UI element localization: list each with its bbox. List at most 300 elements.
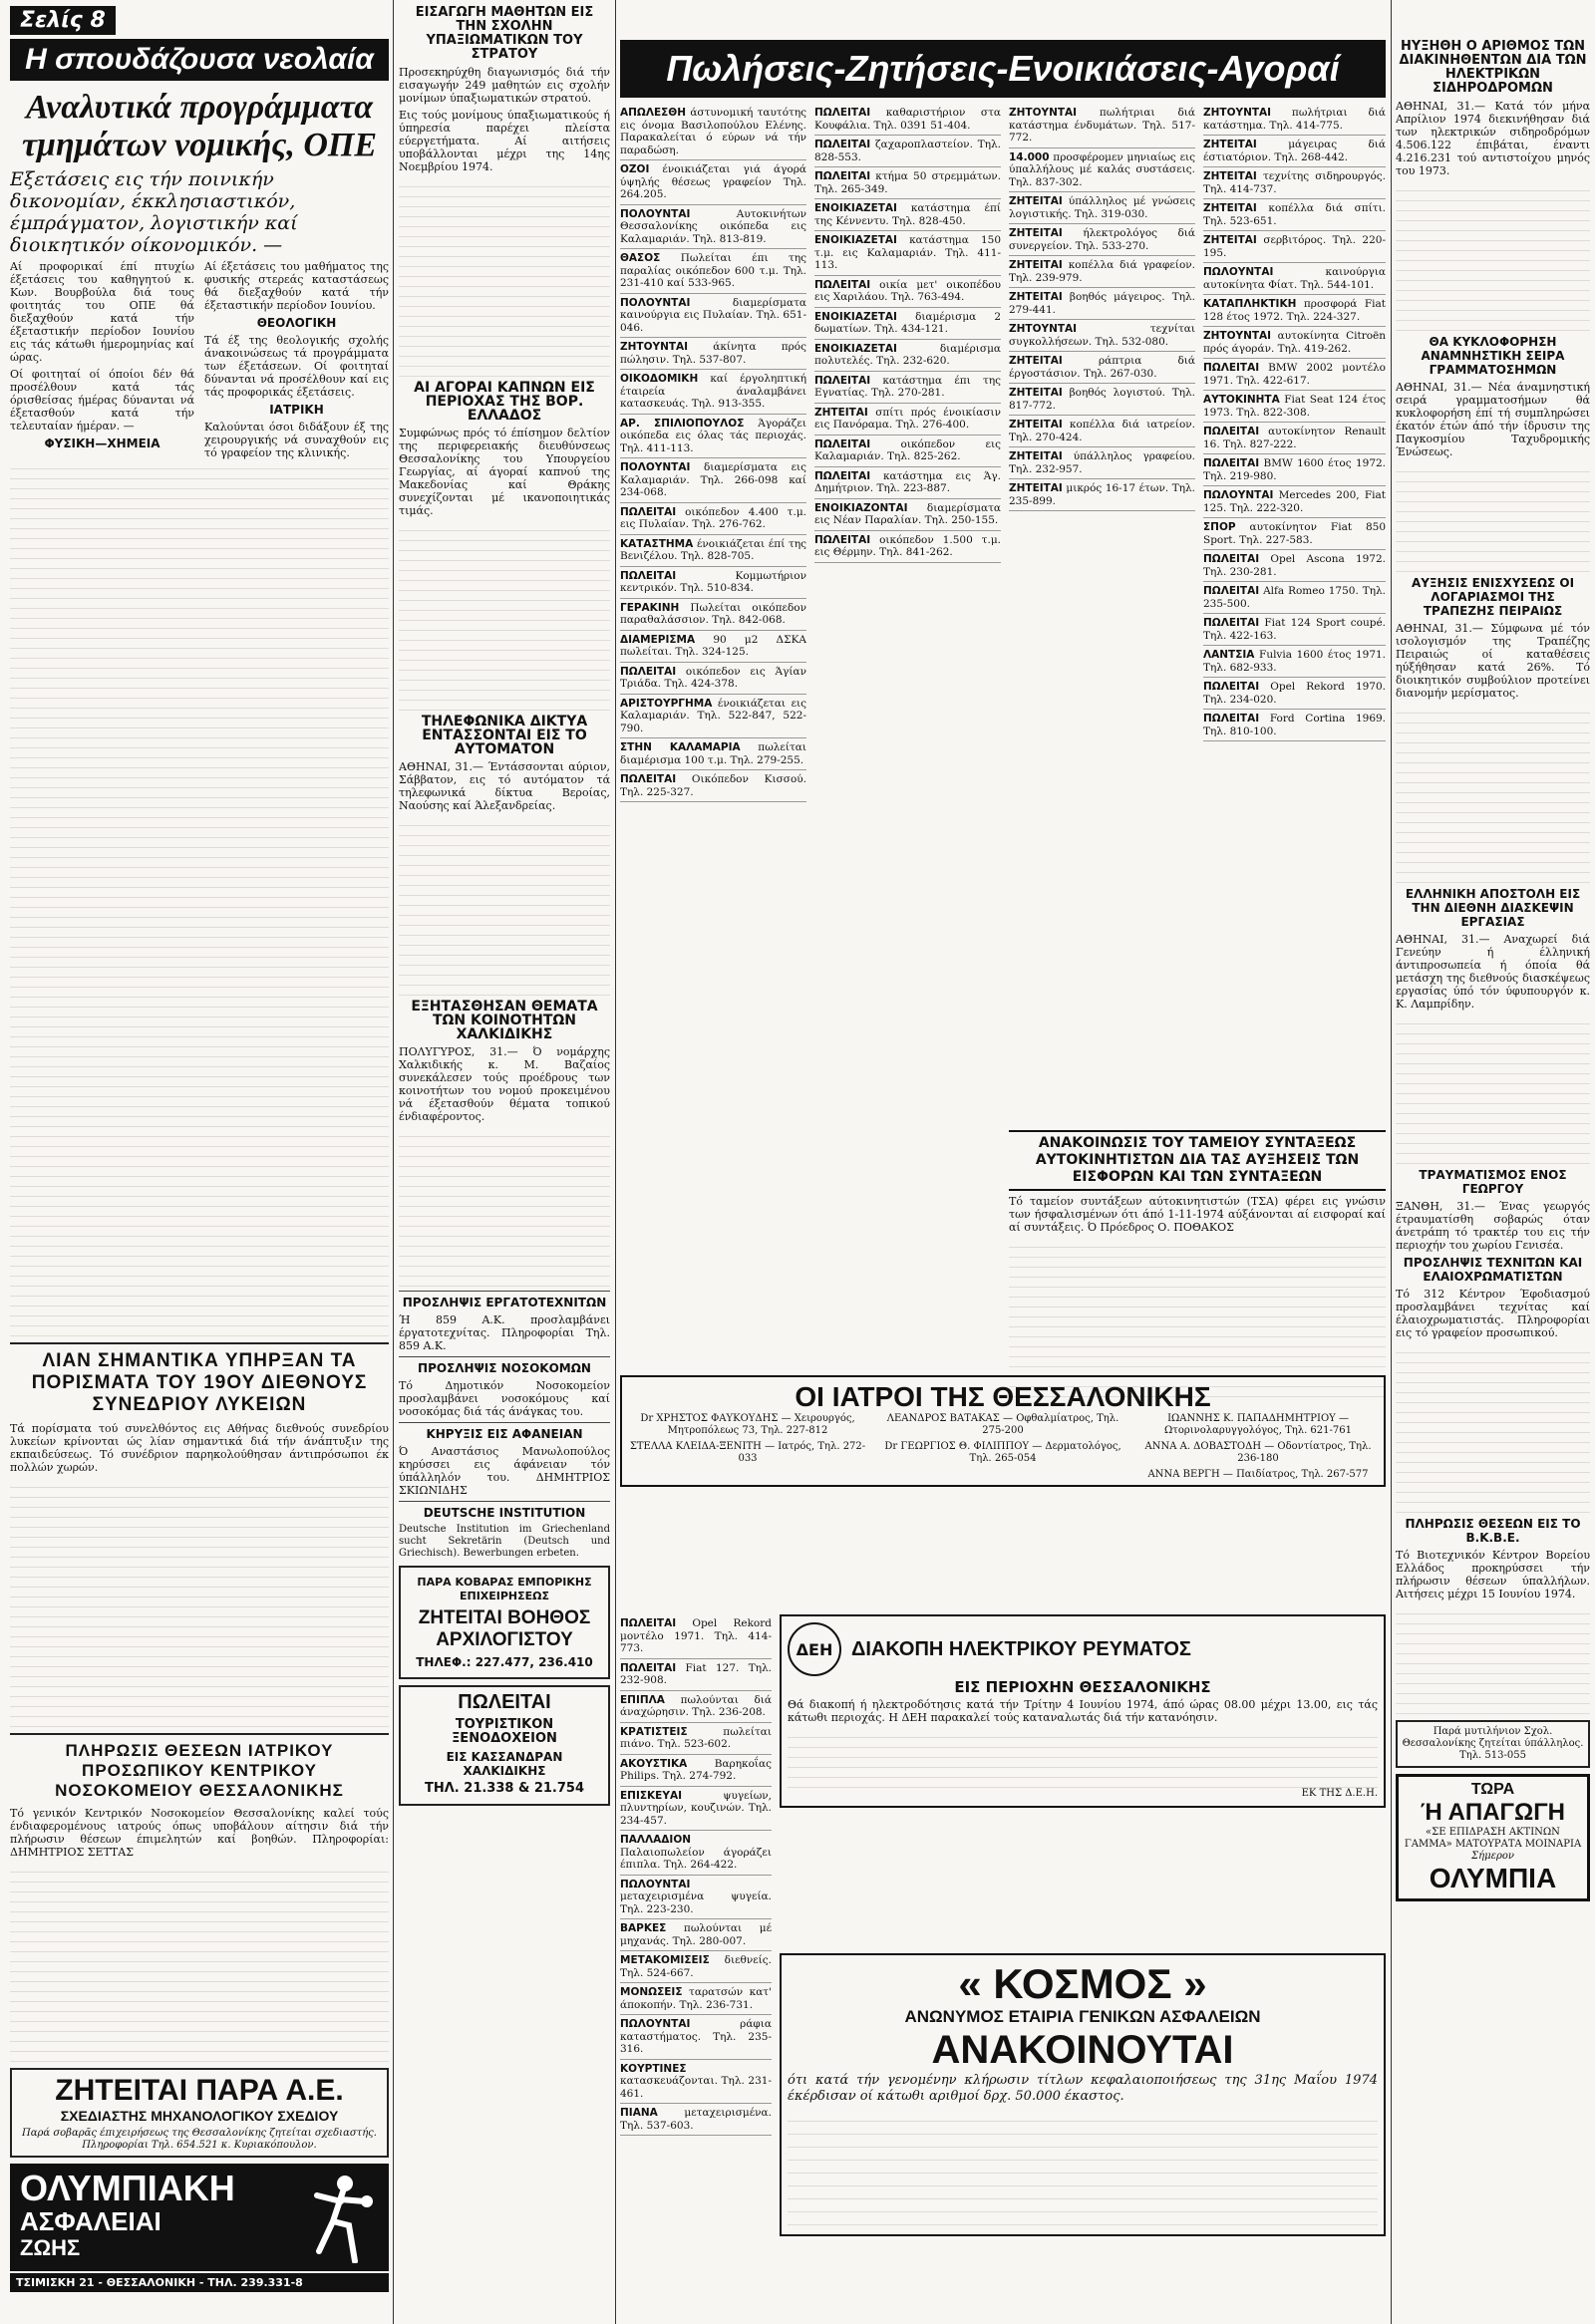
classified-text: ήλεκτρολόγος διά συνεργείον. Τηλ. 533-270. (1009, 227, 1196, 252)
classified-text: 90 μ2 ΔΣΚΑ πωλείται. Τηλ. 324-125. (620, 633, 806, 658)
classified-ad (814, 136, 1001, 167)
power-cut-sign: ΕΚ ΤΗΣ Δ.Ε.Η. (1301, 1788, 1378, 1799)
communities-headline: ΕΞΗΤΑΣΘΗΣΑΝ ΘΕΜΑΤΑ ΤΩΝ ΚΟΙΝΟΤΗΤΩΝ ΧΑΛΚΙΔΙΚΗΣ (411, 999, 598, 1042)
classified-text: Ford Cortina 1969. Τηλ. 810-100. (1203, 713, 1386, 737)
classified-lead: ΖΗΤΕΙΤΑΙ (1009, 387, 1063, 399)
classified-lead: ΠΩΛΕΙΤΑΙ (620, 569, 677, 582)
classified-text: Βαρηκοΐας Philips. Τηλ. 274-792. (620, 1757, 772, 1782)
classified-ad (620, 458, 806, 503)
classified-text: Οικόπεδον Κισσού. Τηλ. 225-327. (620, 773, 806, 798)
classified-lead: ΑΡ. ΣΠΙΛΙΟΠΟΥΛΟΣ (620, 417, 745, 430)
classified-lead: ΖΗΤΟΥΝΤΑΙ (620, 341, 689, 353)
classified-ad (620, 503, 806, 535)
army-school-text (399, 177, 610, 377)
classified-lead: ΠΩΛΕΙΤΑΙ (814, 139, 871, 150)
power-cut-title: ΔΙΑΚΟΠΗ ΗΛΕΚΤΡΙΚΟΥ ΡΕΥΜΑΤΟΣ (851, 1637, 1191, 1660)
doctor-entry: ΣΤΕΛΛΑ ΚΛΕΙΔΑ-ΞΕΝΙΤΗ — Ιατρός, Τηλ. 272-033 (629, 1441, 866, 1464)
classified-ad (814, 199, 1001, 231)
classified-lead: ΔΙΑΜΕΡΙΣΜΑ (620, 633, 696, 646)
olympic-line2: ΑΣΦΑΛΕΙΑΙ (20, 2206, 161, 2236)
classified-lead: ΖΗΤΕΙΤΑΙ (1203, 139, 1257, 150)
classified-text: Κομμωτήριον κεντρικόν. Τηλ. 510-834. (620, 569, 806, 594)
classified-lead: ΠΩΛΕΙΤΑΙ (1203, 681, 1260, 693)
classified-lead: ΠΙΑΝΑ (620, 2107, 658, 2119)
classified-text: μικρός 16-17 έτων. Τηλ. 235-899. (1009, 482, 1195, 507)
classified-lead: ΖΗΤΕΙΤΑΙ (1009, 291, 1063, 303)
classified-ad (1009, 148, 1195, 193)
law-paragraph: Καλούνται όσοι διδάξουν έξ της χειρουργικής νά συναχθούν εις τό γραφείον της κλινικής. (204, 421, 389, 459)
small-ad-text: Ή 859 Α.Κ. προσλαμβάνει έργατοτεχνίτας. Πληροφορίαι Τηλ. 859 Α.Κ. (399, 1313, 610, 1352)
classified-lead: ΟΖΟΙ (620, 163, 650, 175)
archlog-line1: ΠΑΡΑ ΚΟΒΑΡΑΣ ΕΜΠΟΡΙΚΗΣ ΕΠΙΧΕΙΡΗΣΕΩΣ (417, 1576, 592, 1602)
classified-text: διαμέρισμα 2 δωματίων. Τηλ. 434-121. (814, 310, 1002, 335)
page-badge: Σελίς 8 (10, 6, 116, 35)
kosmos-text: ότι κατά τήν γενομένην κλήρωσιν τίτλων κεφαλαιοποιήσεως της 31ης Μαΐου 1974 έκέρδισαν οί κάτωθι αριθμοί δρχ. 50.000 έκαστος. (788, 2073, 1378, 2104)
classified-lead: ΠΩΛΕΙΤΑΙ (814, 437, 871, 450)
classified-lead: ΜΟΝΩΣΕΙΣ (620, 1986, 683, 1998)
classified-lead: ΚΑΤΑΣΤΗΜΑ (620, 537, 694, 550)
tobacco-headline: ΑΙ ΑΓΟΡΑΙ ΚΑΠΝΩΝ ΕΙΣ ΠΕΡΙΟΧΑΣ ΤΗΣ ΒΟΡ. ΕΛΛΑΔΟΣ (414, 380, 595, 424)
classified-text: Opel Ascona 1972. Τηλ. 230-281. (1203, 553, 1386, 578)
conference-body: Τά πορίσματα τού συνελθόντος εις Αθήνας διεθνούς συνεδρίου λυκείων κρίνονται ώς λίαν σημαντικά διά τήν άνάπτυξιν της εκπαιδεύσεως. Τό συνέδριον παρηκολούθησαν άντιπρόσωποι έκ πολλών χωρών. (10, 1422, 389, 1474)
classified-ad (620, 631, 806, 663)
classified-ad (1203, 614, 1386, 646)
classified-ad (620, 1787, 772, 1832)
classified-text: διαμέρισμα πολυτελές. Τηλ. 232-620. (814, 342, 1001, 367)
power-cut-subtitle: ΕΙΣ ΠΕΡΙΟΧΗΝ ΘΕΣΣΑΛΟΝΙΚΗΣ (954, 1678, 1211, 1696)
doctors-directory (620, 1375, 1386, 1487)
classified-text: σπίτι πρός ένοικίασιν εις Πανόραμα. Τηλ. 276-400. (814, 406, 1001, 431)
law-paragraph: Οί φοιτηταί οί όποίοι δέν θά προσέλθουν κατά τάς όρισθείσας ήμέρας δύνανται νά έξετασθούν κατά τήν τελευταίαν ήμέραν. — (10, 368, 194, 433)
olympia-top: ΤΩΡΑ (1470, 1781, 1515, 1798)
tobacco-text (399, 521, 610, 711)
olympic-footer: ΤΣΙΜΙΣΚΗ 21 - ΘΕΣΣΑΛΟΝΙΚΗ - ΤΗΛ. 239.331-8 (10, 2273, 389, 2292)
classified-ad (1203, 582, 1386, 614)
bank-body: ΑΘΗΝΑΙ, 31.— Σύμφωνα μέ τόν ισολογισμόν της Τραπέζης Πειραιώς οί καταθέσεις ηύξήθησαν κατά 26%. Τό διοικητικόν συμβούλιον προτείνει διανομήν μερίσματος. (1396, 622, 1590, 700)
classified-text: Άγοράζει οικόπεδα εις όλας τάς περιοχάς. Τηλ. 411-113. (620, 417, 806, 454)
mech-ad-title: ΖΗΤΕΙΤΑΙ ΠΑΡΑ Α.Ε. (55, 2074, 344, 2107)
classified-ad (620, 160, 806, 205)
classified-lead: ΖΗΤΕΙΤΑΙ (1009, 355, 1063, 367)
small-ad-text: Τό Δημοτικόν Νοσοκομείον προσλαμβάνει νοσοκόμους καί νοσοκόμας διά τάς άνάγκας του. (399, 1379, 610, 1418)
doctor-entry: Dr ΓΕΩΡΓΙΟΣ Θ. ΦΙΛΙΠΠΟΥ — Δερματολόγος, Τηλ. 265-054 (884, 1441, 1121, 1464)
classified-lead: ΕΠΙΣΚΕΥΑΙ (620, 1789, 682, 1802)
classified-ad (620, 770, 806, 802)
law-article-text-columns (10, 459, 389, 1336)
classified-text: καινούργια αυτοκίνητα Φίατ. Τηλ. 544-101. (1203, 266, 1386, 291)
classified-text: BMW 2002 μοντέλο 1971. Τηλ. 422-617. (1203, 362, 1386, 387)
small-ad-heading: DEUTSCHE INSTITUTION (423, 1506, 586, 1520)
communities-body: ΠΟΛΥΓΥΡΟΣ, 31.— Ό νομάρχης Χαλκιδικής κ. Μ. Βαζαίος συνεκάλεσεν τούς προέδρους των κοινοτήτων του νομού προκειμένου νά έξετασθούν θέματα τοπικού ένδιαφέροντος. (399, 1045, 610, 1123)
classified-ad (1203, 199, 1386, 231)
classified-lead: ΚΡΑΤΙΣΤΕΙΣ (620, 1725, 688, 1738)
classified-ad (620, 1659, 772, 1691)
doctor-entry: ΙΩΑΝΝΗΣ Κ. ΠΑΠΑΔΗΜΗΤΡΙΟΥ — Ωτορινολαρυγγολόγος, Τηλ. 621-761 (1164, 1413, 1352, 1436)
classified-text: οικόπεδον 1.500 τ.μ. εις Θέρμην. Τηλ. 841-262. (814, 533, 1001, 558)
rail-body: ΑΘΗΝΑΙ, 31.— Κατά τόν μήνα Απρίλιον 1974 διεκινήθησαν διά των ηλεκτρικών σιδηροδρόμων 4.506.122 έπιβάται, έναντι 4.216.231 τού αντιστοίχου μηνός του 1973. (1396, 100, 1590, 177)
classified-text: πωλήτριαι διά κατάστημα ένδυμάτων. Τηλ. 517-772. (1009, 107, 1195, 144)
right-small-ad: Παρά μυτιλήνιον Σχολ. Θεσσαλονίκης ζητείται ύπάλληλος. Τηλ. 513-055 (1396, 1720, 1590, 1768)
classified-lead: ΖΗΤΕΙΤΑΙ (814, 406, 868, 419)
classified-text: ψυγείων, πλυντηρίων, κουζινών. Τηλ. 234-457. (620, 1789, 772, 1827)
classified-ad (1009, 479, 1195, 511)
classified-text: οικόπεδον εις Καλαμαριάν. Τηλ. 825-262. (814, 437, 1001, 462)
classified-text: κατάστημα έπί της Κέννεντυ. Τηλ. 828-450. (814, 202, 1002, 227)
classified-lead: 14.000 (1009, 150, 1050, 163)
classified-text: σερβιτόρος. Τηλ. 220-195. (1203, 234, 1386, 259)
classified-ad (1009, 256, 1195, 288)
technicians-text (1396, 1343, 1590, 1513)
mech-drafter-ad (10, 2068, 389, 2158)
classified-text: κατάστημα 150 τ.μ. εις Καλαμαριάν. Τηλ. 411-113. (814, 234, 1001, 271)
classified-lead: ΠΩΛΕΙΤΑΙ (1203, 617, 1260, 629)
classified-text: αυτοκίνητον Fiat 850 Sport. Τηλ. 227-583. (1203, 521, 1386, 546)
classified-text: πωλείται πιάνο. Τηλ. 523-602. (620, 1725, 772, 1750)
classified-ad (620, 738, 806, 770)
section-banner: Η σπουδάζουσα νεολαία (10, 39, 389, 81)
classified-text: βοηθός μάγειρος. Τηλ. 279-441. (1009, 291, 1195, 316)
classified-lead: ΖΗΤΕΙΤΑΙ (1009, 450, 1063, 462)
classified-ad (814, 467, 1001, 499)
classified-lead: ΠΩΛΕΙΤΑΙ (1203, 585, 1260, 597)
classified-ad (1203, 518, 1386, 550)
law-paragraph: Αί προφορικαί έπί πτυχίω έξετάσεις του καθηγητού κ. Κων. Βουρβούλα διά τους φοιτητάς του ΟΠΕ θά διεξαχθούν κατά τήν έξεταστικήν περίοδον Ιουνίου εις τάς κάτωθι ήμερομηνίας καί ώρας. (10, 260, 194, 364)
technicians-headline: ΠΡΟΣΛΗΨΙΣ ΤΕΧΝΙΤΩΝ ΚΑΙ ΕΛΑΙΟΧΡΩΜΑΤΙΣΤΩΝ (1403, 1256, 1583, 1284)
classified-lead: ΕΠΙΠΛΑ (620, 1693, 665, 1706)
classified-lead: ΣΤΗΝ ΚΑΛΑΜΑΡΙΑ (620, 741, 741, 753)
classified-column-a (620, 104, 806, 802)
classified-lead: ΑΡΙΣΤΟΥΡΓΗΜΑ (620, 697, 713, 710)
classified-ad (620, 1691, 772, 1723)
kosmos-name: « ΚΟΣΜΟΣ » (958, 1960, 1207, 2007)
pension-notice (1009, 1126, 1386, 1397)
classified-ad (620, 104, 806, 160)
classified-text: μεταχειρισμένα. Τηλ. 537-603. (620, 2107, 772, 2132)
classified-text: κοπέλλα διά σπίτι. Τηλ. 523-651. (1203, 202, 1386, 227)
classified-ad (1009, 224, 1195, 256)
mission-headline: ΕΛΛΗΝΙΚΗ ΑΠΟΣΤΟΛΗ ΕΙΣ ΤΗΝ ΔΙΕΘΝΗ ΔΙΑΣΚΕΨΙΝ ΕΡΓΑΣΙΑΣ (1405, 887, 1581, 929)
classified-ad (620, 599, 806, 631)
classified-ad (620, 535, 806, 567)
classified-text: προσφορά Fiat 128 έτος 1972. Τηλ. 224-327. (1203, 298, 1386, 323)
classified-lead: ΖΗΤΟΥΝΤΑΙ (1203, 107, 1272, 119)
classified-lead: ΜΕΤΑΚΟΜΙΣΕΙΣ (620, 1954, 710, 1966)
classified-text: αυτοκίνητον Renault 16. Τηλ. 827-222. (1203, 426, 1386, 450)
column-rule (393, 0, 394, 2324)
classified-ad (814, 276, 1001, 308)
classified-text: οικόπεδον εις Άγίαν Τριάδα. Τηλ. 424-378. (620, 665, 806, 690)
classified-text: Fiat Seat 124 έτος 1973. Τηλ. 822-308. (1203, 394, 1386, 419)
classified-ad (1009, 352, 1195, 384)
classified-ad (620, 1876, 772, 1920)
stamps-headline: ΘΑ ΚΥΚΛΟΦΟΡΗΣΗ ΑΝΑΜΝΗΣΤΙΚΗ ΣΕΙΡΑ ΓΡΑΜΜΑΤΟΣΗΜΩΝ (1421, 335, 1565, 377)
classified-ad (814, 308, 1001, 340)
classified-text: Opel Rekord 1970. Τηλ. 234-020. (1203, 681, 1386, 706)
kosmos-winners (788, 2109, 1378, 2228)
hotel-ad (399, 1685, 610, 1806)
classified-column-d (1203, 104, 1386, 802)
classified-lead: ΠΩΛΕΙΤΑΙ (814, 278, 871, 291)
classified-ad (814, 167, 1001, 199)
classified-ad (1203, 104, 1386, 136)
classified-lead: ΠΑΛΛΑΔΙΟΝ (620, 1834, 692, 1846)
classified-ad (1203, 678, 1386, 710)
classified-lead: ΠΩΛΕΙΤΑΙ (620, 1617, 677, 1629)
olympic-insurance-ad (10, 2164, 389, 2271)
injury-headline: ΤΡΑΥΜΑΤΙΣΜΟΣ ΕΝΟΣ ΓΕΩΡΓΟΥ (1419, 1168, 1567, 1196)
classified-lead: ΒΑΡΚΕΣ (620, 1922, 667, 1934)
technicians-body: Τό 312 Κέντρον Έφοδιασμού προσλαμβάνει τεχνίτας καί έλαιοχρωματιστάς. Πληροφορίαι εις τό γραφείον προσωπικού. (1396, 1288, 1590, 1339)
kosmos-subtitle: ΑΝΩΝΥΜΟΣ ΕΤΑΙΡΙΑ ΓΕΝΙΚΩΝ ΑΣΦΑΛΕΙΩΝ (904, 2007, 1261, 2026)
classified-ad (620, 370, 806, 415)
classified-text: τεχνίτης σιδηρουργός. Τηλ. 414-737. (1203, 170, 1386, 195)
pension-headline: ΑΝΑΚΟΙΝΩΣΙΣ ΤΟΥ ΤΑΜΕΙΟΥ ΣΥΝΤΑΞΕΩΣ ΑΥΤΟΚΙΝΗΤΙΣΤΩΝ ΔΙΑ ΤΑΣ ΑΥΞΗΣΕΙΣ ΤΩΝ ΕΙΣΦΟΡΩΝ ΚΑΙ ΤΩΝ ΣΥΝΤΑΞΕΩΝ (1009, 1130, 1386, 1191)
classified-text: οικόπεδον 4.400 τ.μ. εις Πυλαίαν. Τηλ. 276-762. (620, 505, 806, 530)
classified-lead: ΖΗΤΟΥΝΤΑΙ (1009, 107, 1078, 119)
classified-text: Fiat 127. Τηλ. 232-908. (620, 1661, 772, 1686)
classified-lead: ΠΩΛΕΙΤΑΙ (620, 773, 677, 785)
classified-lead: ΠΩΛΟΥΝΤΑΙ (620, 1878, 691, 1890)
classified-ad (1009, 288, 1195, 320)
classified-lead: ΠΩΛΕΙΤΑΙ (620, 1661, 677, 1674)
classified-text: τεχνίται συγκολλήσεων. Τηλ. 532-080. (1009, 323, 1195, 348)
mission-body: ΑΘΗΝΑΙ, 31.— Αναχωρεί διά Γενεύην ή έλληνική άντιπροσωπεία ή όποία θά μετάσχη της διεθνούς διασκέψεως εργασίας ύπό τόν ύφυπουργόν κ. Κ. Λαμπρίδην. (1396, 933, 1590, 1011)
archlog-line2: ΖΗΤΕΙΤΑΙ ΒΟΗΘΟΣ ΑΡΧΙΛΟΓΙΣΤΟΥ (418, 1607, 591, 1650)
stamps-body: ΑΘΗΝΑΙ, 31.— Νέα άναμνηστική σειρά γραμματοσήμων θά κυκλοφορήση έπί τή συμπληρώσει έκατόν έτών άπό τήν ίδρυσιν της Παγκοσμίου Ταχυδρομικής Ένώσεως. (1396, 381, 1590, 458)
olympia-text: «ΣΕ ΕΠΙΔΡΑΣΗ ΑΚΤΙΝΩΝ ΓΑΜΜΑ» ΜΑΤΟΥΡΑΤΑ ΜΟΙΝΑΡΙΑ (1404, 1827, 1582, 1850)
classified-ad (1009, 104, 1195, 148)
classified-ad (1009, 416, 1195, 447)
classified-text: καθαριστήριον στα Κουφάλια. Τηλ. 0391 51-404. (814, 107, 1001, 132)
classified-lead: ΕΝΟΙΚΙΑΖΕΤΑΙ (814, 310, 897, 323)
rail-headline: ΗΥΞΗΘΗ Ο ΑΡΙΘΜΟΣ ΤΩΝ ΔΙΑΚΙΝΗΘΕΝΤΩΝ ΔΙΑ ΤΩΝ ΗΛΕΚΤΡΙΚΩΝ ΣΙΔΗΡΟΔΡΟΜΩΝ (1399, 39, 1587, 96)
classified-lead: ΠΩΛΕΙΤΑΙ (620, 665, 677, 678)
classified-lead: ΖΗΤΕΙΤΑΙ (1203, 202, 1257, 214)
vkbe-body: Τό Βιοτεχνικόν Κέντρον Βορείου Ελλάδος προκηρύσσει τήν πλήρωσιν θέσεων ύπαλλήλων. Αιτήσεις μέχρι 15 Ιουνίου 1974. (1396, 1549, 1590, 1600)
classified-text: μεταχειρισμένα ψυγεία. Τηλ. 223-230. (620, 1890, 772, 1915)
tobacco-body: Συμφώνως πρός τό έπίσημον δελτίον της περιφερειακής διευθύνσεως Θεσσαλονίκης του Υπουργείου Γεωργίας, αί άγοραί καπνού της Μακεδονίας καί Θράκης συνεχίζονται μέ ικανοποιητικάς τιμάς. (399, 427, 610, 517)
classified-lead: ΠΩΛΕΙΤΑΙ (1203, 553, 1260, 565)
classifieds-section (620, 0, 1386, 2324)
classified-text: BMW 1600 έτος 1972. Τηλ. 219-980. (1203, 457, 1386, 482)
classifieds-banner: Πωλήσεις-Ζητήσεις-Ενοικιάσεις-Αγοραί (620, 40, 1386, 98)
classified-ad (620, 205, 806, 250)
mission-text (1396, 1015, 1590, 1164)
classified-text: Opel Rekord μοντέλο 1971. Τηλ. 414-773. (620, 1617, 772, 1654)
classified-ad (620, 1951, 772, 1983)
doctor-entry: Dr ΧΡΗΣΤΟΣ ΦΑΥΚΟΥΔΗΣ — Χειρουργός, Μητροπόλεως 73, Τηλ. 227-812 (640, 1413, 855, 1436)
classified-text: κατάστημα εις Άγ. Δημήτριον. Τηλ. 223-887. (814, 469, 1002, 494)
hospital-headline: ΠΛΗΡΩΣΙΣ ΘΕΣΕΩΝ ΙΑΤΡΙΚΟΥ ΠΡΟΣΩΠΙΚΟΥ ΚΕΝΤΡΙΚΟΥ ΝΟΣΟΚΟΜΕΙΟΥ ΘΕΣΣΑΛΟΝΙΚΗΣ (55, 1741, 344, 1800)
classified-lead: ΑΚΟΥΣΤΙΚΑ (620, 1757, 688, 1770)
classified-ad (1009, 384, 1195, 416)
classified-ad (814, 340, 1001, 372)
classified-ad (620, 567, 806, 599)
hospital-text (10, 1863, 389, 2062)
hotel-line3: ΕΙΣ ΚΑΣΣΑΝΔΡΑΝ ΧΑΛΚΙΔΙΚΗΣ (446, 1750, 563, 1778)
small-ad-heading: ΠΡΟΣΛΗΨΙΣ ΝΟΣΟΚΟΜΩΝ (418, 1361, 591, 1375)
classified-ad (620, 695, 806, 739)
classified-text: ταρατσών κατ' άποκοπήν. Τηλ. 236-731. (620, 1986, 772, 2011)
classified-text: διαμερίσματα καινούργια εις Πυλαίαν. Τηλ. 651-046. (620, 296, 806, 334)
classified-lead: ΠΩΛΕΙΤΑΙ (814, 469, 871, 482)
army-school-headline: ΕΙΣΑΓΩΓΗ ΜΑΘΗΤΩΝ ΕΙΣ ΤΗΝ ΣΧΟΛΗΝ ΥΠΑΞΙΩΜΑΤΙΚΩΝ ΤΟΥ ΣΤΡΑΤΟΥ (415, 5, 594, 62)
classified-text: ένοικιάζεται γιά άγορά ύψηλής θέσεως γραφείον Τηλ. 264.205. (620, 163, 806, 200)
classified-lead: ΠΩΛΕΙΤΑΙ (814, 374, 871, 387)
classified-ad (814, 104, 1001, 136)
classified-lead: ΠΩΛΕΙΤΑΙ (620, 505, 677, 518)
doctor-entry: ΑΝΝΑ Α. ΔΟΒΑΣΤΟΔΗ — Οδοντίατρος, Τηλ. 236-180 (1144, 1441, 1372, 1464)
classified-ad (814, 372, 1001, 404)
classified-text: άκίνητα πρός πώλησιν. Τηλ. 537-807. (620, 341, 806, 366)
archlog-ad (399, 1566, 610, 1679)
classified-text: βοηθός λογιστού. Τηλ. 817-772. (1009, 387, 1195, 412)
power-cut-text: Θά διακοπή ή ηλεκτροδότησις κατά τήν Τρίτην 4 Ιουνίου 1974, άπό ώρας 08.00 μέχρι 13.00, εις τάς κάτωθι περιοχάς. Η ΔΕΗ παρακαλεί τούς καταναλωτάς διά τήν κατανόησιν. (788, 1698, 1378, 1724)
doctor-entry: ΛΕΑΝΔΡΟΣ ΒΑΤΑΚΑΣ — Οφθαλμίατρος, Τηλ. 275-200 (886, 1413, 1119, 1436)
law-article-body (10, 260, 389, 459)
classified-column-b (814, 104, 1001, 802)
classified-lead: ΕΝΟΙΚΙΑΖΕΤΑΙ (814, 234, 897, 246)
injury-body: ΞΑΝΘΗ, 31.— Ένας γεωργός έτραυματίσθη σοβαρώς όταν άνετράπη τό τρακτέρ του εις τήν περιοχήν του χωρίου Γενισέα. (1396, 1200, 1590, 1252)
classified-text: άστυνομική ταυτότης εις όνομα Βασιλοπούλου Ελένης. Παρακαλείται ό εύρων νά τήν παραδώση. (620, 107, 806, 156)
classifieds-grid (620, 104, 1386, 802)
classified-column-c (1009, 104, 1195, 802)
telephone-body: ΑΘΗΝΑΙ, 31.— Έντάσσονται αύριον, Σάββατον, εις τό αυτόματον τά τηλεφωνικά δίκτυα Βεροίας, Ναούσης καί Άλεξανδρείας. (399, 760, 610, 812)
doctor-entry: ΑΝΝΑ ΒΕΡΓΗ — Παιδίατρος, Τηλ. 267-577 (1147, 1469, 1369, 1480)
classified-ad (620, 1723, 772, 1755)
classified-ad (1203, 231, 1386, 263)
classified-ad (620, 1614, 772, 1659)
army-school-body: Προσεκηρύχθη διαγωνισμός διά τήν εισαγωγήν 249 μαθητών εις σχολήν μονίμων ύπαξιωματικών στρατού. (399, 66, 610, 105)
classified-lead: ΖΗΤΕΙΤΑΙ (1203, 170, 1257, 182)
column-rule (1391, 0, 1392, 2324)
classified-ad (1203, 359, 1386, 391)
classified-lead: ΠΩΛΕΙΤΑΙ (814, 533, 871, 546)
hospital-body: Τό γενικόν Κεντρικόν Νοσοκομείον Θεσσαλονίκης καλεί τούς ένδιαφερομένους ιατρούς όπως υποβάλουν αίτησιν διά τήν πλήρωσιν θέσεων έπιμελητών καί βοηθών. Πληροφορίαι: ΔΗΜΗΤΡΙΟΣ ΣΕΤΤΑΣ (10, 1807, 389, 1859)
law-subhead: Εξετάσεις εις τήν ποινικήν δικονομίαν, έκκλησιαστικόν, έμπράγματον, λογιστικήν καί διοικητικόν οίκονομικόν. — (10, 168, 298, 256)
telephone-text (399, 816, 610, 996)
hotel-line4: ΤΗΛ. 21.338 & 21.754 (425, 1781, 584, 1796)
classified-lead: ΠΩΛΕΙΤΑΙ (1203, 713, 1260, 725)
classified-lead: ΕΝΟΙΚΙΑΖΟΝΤΑΙ (814, 501, 908, 514)
column-rule (615, 0, 616, 2324)
classified-lead: ΖΗΤΕΙΤΑΙ (1009, 195, 1063, 207)
classified-lead: ΖΗΤΕΙΤΑΙ (1203, 234, 1257, 246)
classified-ad (814, 436, 1001, 467)
classified-text: Fiat 124 Sport coupé. Τηλ. 422-163. (1203, 617, 1386, 642)
classified-lead: ΑΥΤΟΚΙΝΗΤΑ (1203, 394, 1280, 406)
olympia-name: ΟΛΥΜΠΙΑ (1429, 1863, 1557, 1893)
classified-ad (1009, 447, 1195, 479)
classified-lead: ΛΑΝΤΣΙΑ (1203, 649, 1255, 661)
classified-ad (1203, 710, 1386, 741)
classified-ad (1203, 423, 1386, 454)
hotel-line1: ΠΩΛΕΙΤΑΙ (458, 1691, 551, 1713)
conference-headline: ΛΙΑΝ ΣΗΜΑΝΤΙΚΑ ΥΠΗΡΞΑΝ ΤΑ ΠΟΡΙΣΜΑΤΑ ΤΟΥ 19ΟΥ ΔΙΕΘΝΟΥΣ ΣΥΝΕΔΡΙΟΥ ΛΥΚΕΙΩΝ (31, 1350, 368, 1415)
vkbe-headline: ΠΛΗΡΩΣΙΣ ΘΕΣΕΩΝ ΕΙΣ ΤΟ Β.Κ.Β.Ε. (1405, 1517, 1581, 1545)
mech-ad-subtitle: ΣΧΕΔΙΑΣΤΗΣ ΜΗΧΑΝΟΛΟΓΙΚΟΥ ΣΧΕΔΙΟΥ (60, 2108, 339, 2124)
classified-lead: ΠΩΛΟΥΝΤΑΙ (1203, 489, 1274, 501)
classified-lead: ΠΩΛΟΥΝΤΑΙ (620, 2018, 691, 2030)
classified-ad (620, 1831, 772, 1876)
classified-ad (1203, 550, 1386, 582)
classified-lead: ΠΩΛΕΙΤΑΙ (814, 170, 871, 182)
classified-ad (620, 1983, 772, 2015)
classified-text: Παλαιοπωλείον άγοράζει έπιπλα. Τηλ. 264-422. (620, 1846, 772, 1871)
subsection-heading: ΘΕΟΛΟΓΙΚΗ (256, 316, 337, 330)
rail-text (1396, 181, 1590, 331)
classified-lead: ΖΗΤΕΙΤΑΙ (1009, 259, 1063, 271)
classified-text: ράφια καταστήματος. Τηλ. 235-316. (620, 2018, 772, 2055)
classified-text: ένοικιάζεται έπί της Βενιζέλου. Τηλ. 828-705. (620, 537, 806, 562)
pension-text (1009, 1238, 1386, 1397)
classified-text: καί έργοληπτική έταιρεία άναλαμβάνει κατασκευάς. Τηλ. 913-355. (620, 373, 806, 410)
classified-text: πωλείται διαμέρισμα 100 τ.μ. Τηλ. 279-255. (620, 741, 806, 766)
classified-ad (1203, 646, 1386, 678)
second-column (399, 0, 610, 2324)
discus-thrower-icon (305, 2172, 375, 2263)
classified-ad (620, 2060, 772, 2105)
telephone-headline: ΤΗΛΕΦΩΝΙΚΑ ΔΙΚΤΥΑ ΕΝΤΑΣΣΟΝΤΑΙ ΕΙΣ ΤΟ ΑΥΤΟΜΑΤΟΝ (421, 714, 588, 757)
small-ad-text: Ό Αναστάσιος Μανωλοπούλος κηρύσσει εις άφάνειαν τόν ύπάλληλόν του. ΔΗΜΗΤΡΙΟΣ ΣΚΙΩΝΙΔΗΣ (399, 1445, 610, 1497)
pension-body: Τό ταμείον συντάξεων αύτοκινητιστών (ΤΣΑ) φέρει εις γνώσιν των ήσφαλισμένων ότι άπό 1-11-1974 αύξάνονται αί εισφοραί καί αί συντάξεις. Ό Πρόεδρος Ο. ΠΟΘΑΚΟΣ (1009, 1195, 1386, 1234)
olympic-line3: ΖΩΗΣ (20, 2235, 81, 2260)
classified-ad (620, 338, 806, 370)
classified-ad (1203, 295, 1386, 327)
subsection-heading: ΙΑΤΡΙΚΗ (269, 403, 324, 417)
classified-text: Mercedes 200, Fiat 125. Τηλ. 222-320. (1203, 489, 1386, 514)
subsection-heading: ΦΥΣΙΚΗ—ΧΗΜΕΙΑ (44, 436, 160, 450)
hotel-line2: ΤΟΥΡΙΣΤΙΚΟΝ ΞΕΝΟΔΟΧΕΙΟΝ (452, 1717, 557, 1746)
classified-lead: ΕΝΟΙΚΙΑΖΕΤΑΙ (814, 342, 897, 355)
classified-text: πωλήτριαι διά κατάστημα. Τηλ. 414-775. (1203, 107, 1386, 132)
classified-text: Αυτοκινήτων Θεσσαλονίκης οικόπεδα εις Καλαμαριάν. Τηλ. 813-819. (620, 207, 806, 245)
classified-text: μάγειρας διά έστιατόριον. Τηλ. 268-442. (1203, 139, 1386, 163)
classified-text: διαμερίσματα εις Νέαν Παραλίαν. Τηλ. 250-155. (814, 501, 1001, 526)
doctors-list (626, 1413, 1380, 1481)
classified-lead: ΠΟΛΟΥΝΤΑΙ (620, 207, 691, 220)
doctors-headline: ΟΙ ΙΑΤΡΟΙ ΤΗΣ ΘΕΣΣΑΛΟΝΙΚΗΣ (795, 1381, 1211, 1412)
classified-text: ύπάλληλος μέ γνώσεις λογιστικής. Τηλ. 319-030. (1009, 195, 1195, 220)
classified-ad (814, 531, 1001, 563)
classified-lead: ΕΝΟΙΚΙΑΖΕΤΑΙ (814, 202, 897, 214)
classified-lead: ΖΗΤΕΙΤΑΙ (1009, 482, 1063, 494)
classified-ad (620, 2104, 772, 2136)
classified-text: προσφέρομεν μηνιαίως εις ύπαλλήλους μέ καλάς συστάσεις. Τηλ. 837-302. (1009, 150, 1196, 188)
classified-text: Πωλείται οικόπεδον παραθαλάσσιον. Τηλ. 842-068. (620, 601, 806, 626)
law-paragraph: Αί έξετάσεις του μαθήματος της φυσικής στερεάς καταστάσεως θά διεξαχθούν κατά τήν έξεταστικήν περίοδον Ιουνίου. (204, 260, 389, 312)
olympic-line1: ΟΛΥΜΠΙΑΚΗ (20, 2168, 235, 2208)
classified-text: ύπάλληλος γραφείου. Τηλ. 232-957. (1009, 450, 1195, 475)
classified-ad (1203, 391, 1386, 423)
dei-logo: ΔΕΗ (788, 1622, 841, 1676)
classified-text: κτήμα 50 στρεμμάτων. Τηλ. 265-349. (814, 170, 1001, 195)
classified-ad (1203, 167, 1386, 199)
stamps-text (1396, 462, 1590, 572)
army-school-body: Εις τούς μονίμους ύπαξιωματικούς ή ύπηρεσία παρέχει πλείστα εύεργετήματα. Αί αιτήσεις υποβάλλονται μέχρι της 14ης Νοεμβρίου 1974. (399, 109, 610, 173)
classified-ad (620, 294, 806, 339)
classified-ad (814, 404, 1001, 436)
classified-text: διεθνείς. Τηλ. 524-667. (620, 1954, 772, 1979)
law-paragraph: Τά έξ της θεολογικής σχολής άνακοινώσεως τά προγράμματα των έξετάσεων. Οί φοιτηταί δύνανται νά προσέλθουν καί εις τάς προφορικάς έξετάσεις. (204, 334, 389, 399)
classified-column-e (620, 1614, 772, 2136)
classified-lead: ΖΗΤΕΙΤΑΙ (1009, 419, 1063, 431)
classified-lead: ΑΠΩΛΕΣΘΗ (620, 107, 687, 119)
bank-text (1396, 704, 1590, 883)
left-column (10, 0, 389, 2324)
archlog-line3: ΤΗΛΕΦ.: 227.477, 236.410 (416, 1655, 593, 1669)
classified-ad (620, 1755, 772, 1787)
